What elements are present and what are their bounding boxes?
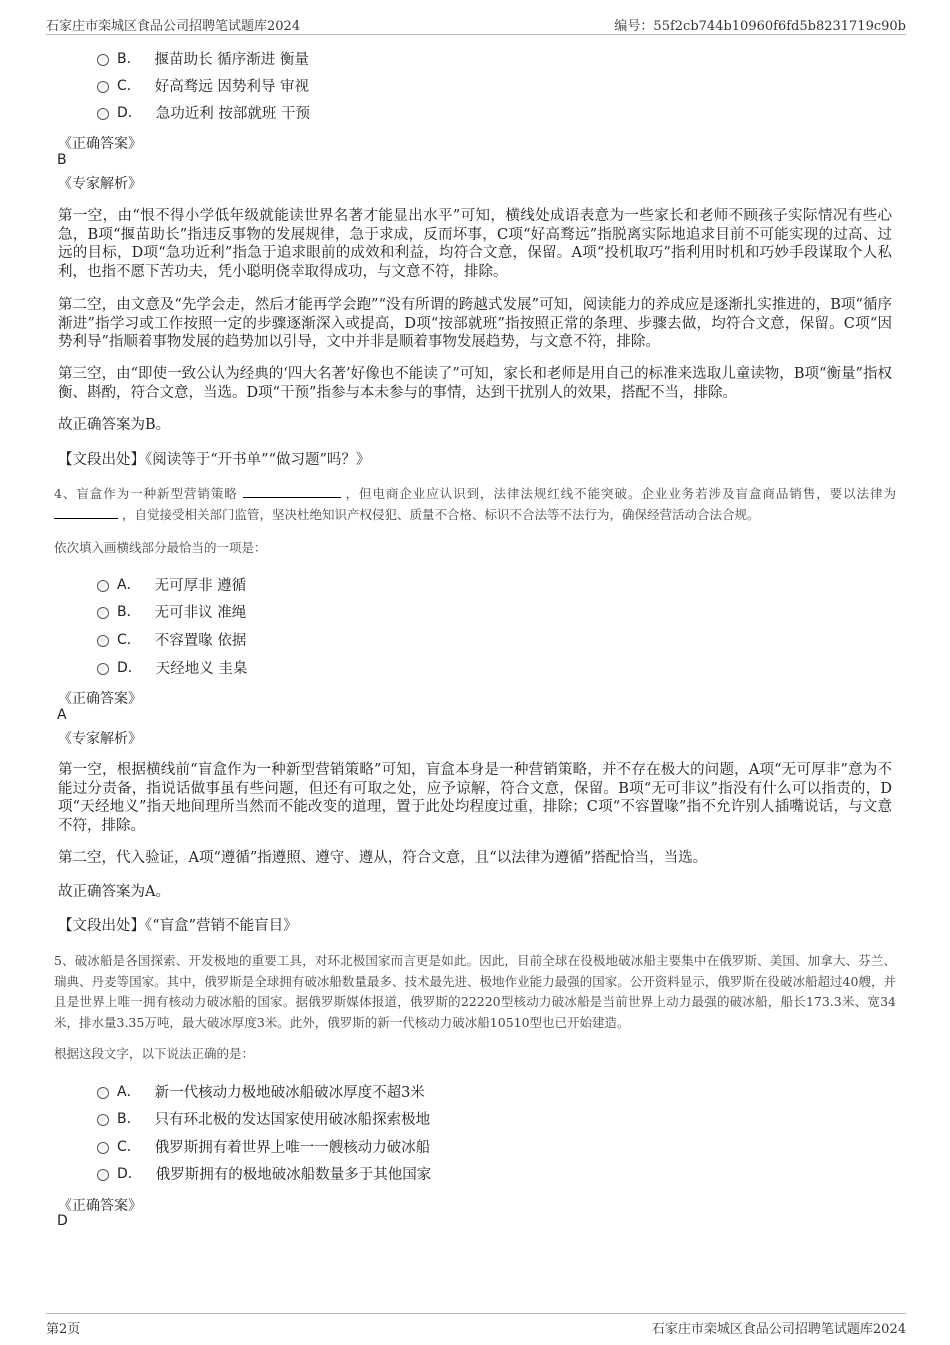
q4-prompt: 依次填入画横线部分最恰当的一项是：	[54, 540, 267, 555]
q5-question: 5、破冰船是各国探索、开发极地的重要工具，对环北极国家而言更是如此。因此，目前全球在役极地破冰船主要集中在俄罗斯、美国、加拿大、芬兰、瑞典、丹麦等国家。其中，俄罗斯是全球拥有破冰船数量最多、技术最先进、极地作业能力最强的国家。公开资料显示，俄罗斯在役破冰船超过40艘，并且是世界上唯一拥有核动力破冰船的国家。据俄罗斯媒体报道，俄罗斯的22220型核动力破冰船是当前世界上动力最强的破冰船，船长173.3米、宽34米，排水量3.35万吨，最大破冰厚度3米。此外，俄罗斯的新一代核动力破冰船10510型也已开始建造。	[54, 953, 896, 1030]
q3-answer: B	[57, 152, 67, 168]
fill-blank-2	[54, 506, 118, 519]
footer-title: 石家庄市栾城区食品公司招聘笔试题库2024	[651, 1322, 906, 1337]
radio-icon[interactable]	[97, 1169, 109, 1181]
q4-option-d[interactable]: D． 天经地义 圭臬	[97, 656, 247, 678]
q4-source: 【文段出处】《“盲盒”营销不能盲目》	[58, 918, 298, 934]
q5-option-d[interactable]: D． 俄罗斯拥有的极地破冰船数量多于其他国家	[97, 1162, 431, 1184]
q3-option-b[interactable]: B． 揠苗助长 循序渐进 衡量	[97, 47, 309, 69]
radio-icon[interactable]	[97, 81, 109, 93]
page-number: 第2页	[46, 1322, 81, 1337]
radio-icon[interactable]	[97, 1087, 109, 1099]
radio-icon[interactable]	[97, 635, 109, 647]
q4-option-c[interactable]: C． 不容置喙 依据	[97, 628, 246, 650]
q3-analysis-p2: 第二空，由文意及“先学会走，然后才能再学会跑”“没有所谓的跨越式发展”可知，阅读能力的养成应是逐渐扎实推进的，B项“循序渐进”指学习或工作按照一定的步骤逐渐深入或提高，D项“按部就班”指按照正常的条理、步骤去做，均符合文意，保留。C项“因势利导”指顺着事物发展的趋势加以引导，文中并非是顺着事物发展趋势，与文意不符，排除。	[58, 297, 892, 350]
radio-icon[interactable]	[97, 663, 109, 675]
q3-option-d[interactable]: D． 急功近利 按部就班 干预	[97, 101, 310, 123]
q5-option-b[interactable]: B． 只有环北极的发达国家使用破冰船探索极地	[97, 1107, 430, 1129]
q4-analysis-p1: 第一空，根据横线前“盲盒作为一种新型营销策略”可知，盲盒本身是一种营销策略，并不存在极大的问题，A项“无可厚非”意为不能过分责备，指说话做事虽有些问题，但还有可取之处，应予谅解，符合文意，保留。B项“无可非议”指没有什么可以指责的，D项“天经地义”指天地间理所当然而不能改变的道理，置于此处均程度过重，排除；C项“不容置喙”指不允许别人插嘴说话，与文意不符，排除。	[58, 762, 892, 834]
radio-icon[interactable]	[97, 1114, 109, 1126]
radio-icon[interactable]	[97, 1142, 109, 1154]
q4-analysis-p2: 第二空，代入验证，A项“遵循”指遵照、遵守、遵从，符合文意，且“以法律为遵循”搭配恰当，当选。	[58, 850, 708, 866]
q3-option-c[interactable]: C． 好高骛远 因势利导 审视	[97, 74, 309, 96]
page-footer	[46, 1313, 906, 1336]
q3-conclusion: 故正确答案为B。	[58, 417, 171, 433]
q4-answer: A	[57, 707, 67, 723]
q3-analysis-p1: 第一空，由“恨不得小学低年级就能读世界名著才能显出水平”可知，横线处成语表意为一些家长和老师不顾孩子实际情况有些心急，B项“揠苗助长”指违反事物的发展规律，急于求成，反而坏事，C项“好高骛远”指脱离实际地追求目前不可能实现的过高、过远的目标，D项“急功近利”指急于追求眼前的成效和利益，均符合文意，保留。A项“投机取巧”指利用时机和巧妙手段谋取个人私利，也指不愿下苦功夫，凭小聪明侥幸取得成功，与文意不符，排除。	[58, 208, 892, 280]
header-title: 石家庄市栾城区食品公司招聘笔试题库2024	[46, 19, 301, 34]
q3-analysis-p3: 第三空，由“即使一致公认为经典的‘四大名著’好像也不能读了”可知，家长和老师是用自己的标准来选取儿童读物，B项“衡量”指权衡、斟酌，符合文意，当选。D项“干预”指参与本未参与的事情，达到干扰别人的效果，搭配不当，排除。	[58, 366, 892, 401]
q4-question: 4、盲盒作为一种新型营销策略 ，但电商企业应认识到，法律法规红线不能突破。企业业务若涉及盲盒商品销售，要以法律为 ，自觉接受相关部门监管，坚决杜绝知识产权侵犯、质量不合格、标识不合法等不法行为，确保经营活动合法合规。	[54, 486, 896, 522]
radio-icon[interactable]	[97, 54, 109, 66]
fill-blank-1	[243, 485, 341, 498]
radio-icon[interactable]	[97, 580, 109, 592]
q3-source: 【文段出处】《阅读等于“开书单”“做习题”吗？》	[58, 452, 371, 468]
q5-answer-label: 《正确答案》	[58, 1198, 142, 1214]
radio-icon[interactable]	[97, 108, 109, 120]
q4-option-b[interactable]: B． 无可非议 准绳	[97, 600, 246, 622]
q3-analysis-label: 《专家解析》	[58, 176, 142, 192]
q5-prompt: 根据这段文字，以下说法正确的是：	[54, 1046, 255, 1061]
q5-option-c[interactable]: C． 俄罗斯拥有着世界上唯一一艘核动力破冰船	[97, 1135, 430, 1157]
q4-answer-label: 《正确答案》	[58, 691, 142, 707]
q3-answer-label: 《正确答案》	[58, 136, 142, 152]
page-header	[46, 12, 906, 35]
q5-answer: D	[57, 1213, 68, 1229]
radio-icon[interactable]	[97, 607, 109, 619]
q5-option-a[interactable]: A． 新一代核动力极地破冰船破冰厚度不超3米	[97, 1080, 425, 1102]
q4-option-a[interactable]: A． 无可厚非 遵循	[97, 573, 246, 595]
document-id: 编号：55f2cb744b10960f6fd5b8231719c90b	[614, 19, 906, 34]
q4-conclusion: 故正确答案为A。	[58, 884, 170, 900]
q4-analysis-label: 《专家解析》	[58, 731, 142, 747]
